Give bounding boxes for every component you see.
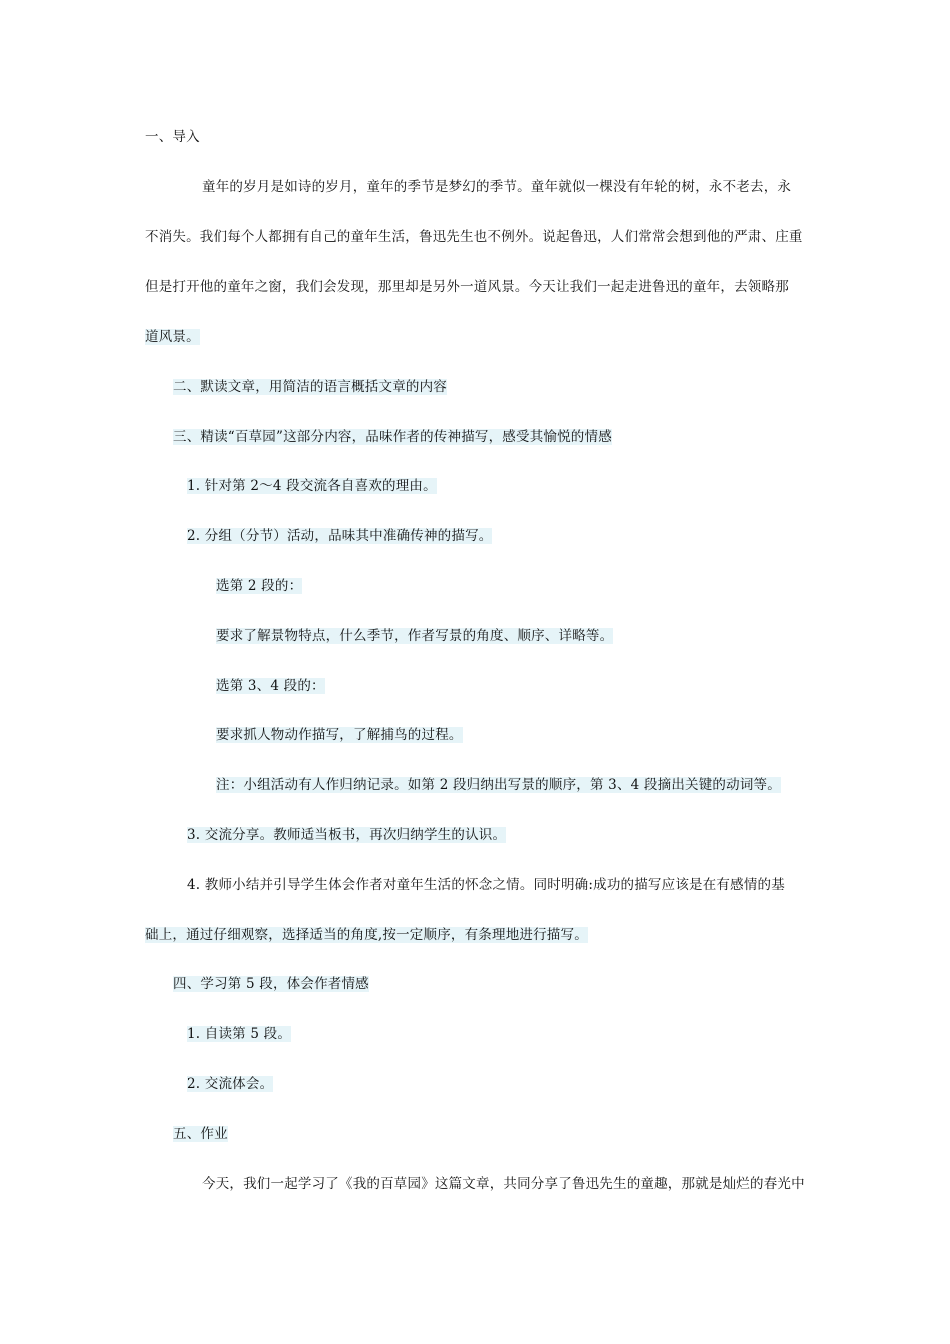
paragraph-line: 今天，我们一起学习了《我的百草园》这篇文章，共同分享了鲁迅先生的童趣，那就是灿烂的春光中 (202, 1176, 805, 1192)
note-line: 注：小组活动有人作归纳记录。如第 2 段归纳出写景的顺序，第 3、4 段摘出关键的动词等。 (216, 777, 781, 793)
sub-item: 选第 3、4 段的： (216, 678, 325, 694)
heading-section-3: 三、精读“百草园”这部分内容，品味作者的传神描写，感受其愉悦的情感 (173, 429, 612, 445)
heading-section-4: 四、学习第 5 段，体会作者情感 (173, 976, 369, 992)
paragraph-line: 不消失。我们每个人都拥有自己的童年生活，鲁迅先生也不例外。说起鲁迅，人们常常会想到他的严肃、庄重 (145, 229, 803, 245)
paragraph-line: 但是打开他的童年之窗，我们会发现，那里却是另外一道风景。今天让我们一起走进鲁迅的童年，去领略那 (145, 279, 789, 295)
heading-section-5: 五、作业 (173, 1126, 228, 1142)
list-item: 2. 交流体会。 (187, 1076, 274, 1092)
sub-item: 要求了解景物特点，什么季节，作者写景的角度、顺序、详略等。 (216, 628, 614, 644)
heading-intro: 一、导入 (145, 129, 200, 145)
list-item: 1. 针对第 2～4 段交流各自喜欢的理由。 (187, 478, 437, 494)
paragraph-line: 道风景。 (145, 329, 200, 345)
sub-item: 要求抓人物动作描写，了解捕鸟的过程。 (216, 727, 463, 743)
sub-item: 选第 2 段的： (216, 578, 303, 594)
paragraph-line: 础上，通过仔细观察，选择适当的角度,按一定顺序，有条理地进行描写。 (145, 927, 588, 943)
heading-section-2: 二、默读文章，用简洁的语言概括文章的内容 (173, 379, 447, 395)
list-item: 2. 分组（分节）活动，品味其中准确传神的描写。 (187, 528, 493, 544)
list-item: 4. 教师小结并引导学生体会作者对童年生活的怀念之情。同时明确:成功的描写应该是在有感情的基 (187, 877, 785, 893)
paragraph-line: 童年的岁月是如诗的岁月，童年的季节是梦幻的季节。童年就似一棵没有年轮的树，永不老去，永 (202, 179, 792, 195)
list-item: 3. 交流分享。教师适当板书，再次归纳学生的认识。 (187, 827, 507, 843)
list-item: 1. 自读第 5 段。 (187, 1026, 292, 1042)
